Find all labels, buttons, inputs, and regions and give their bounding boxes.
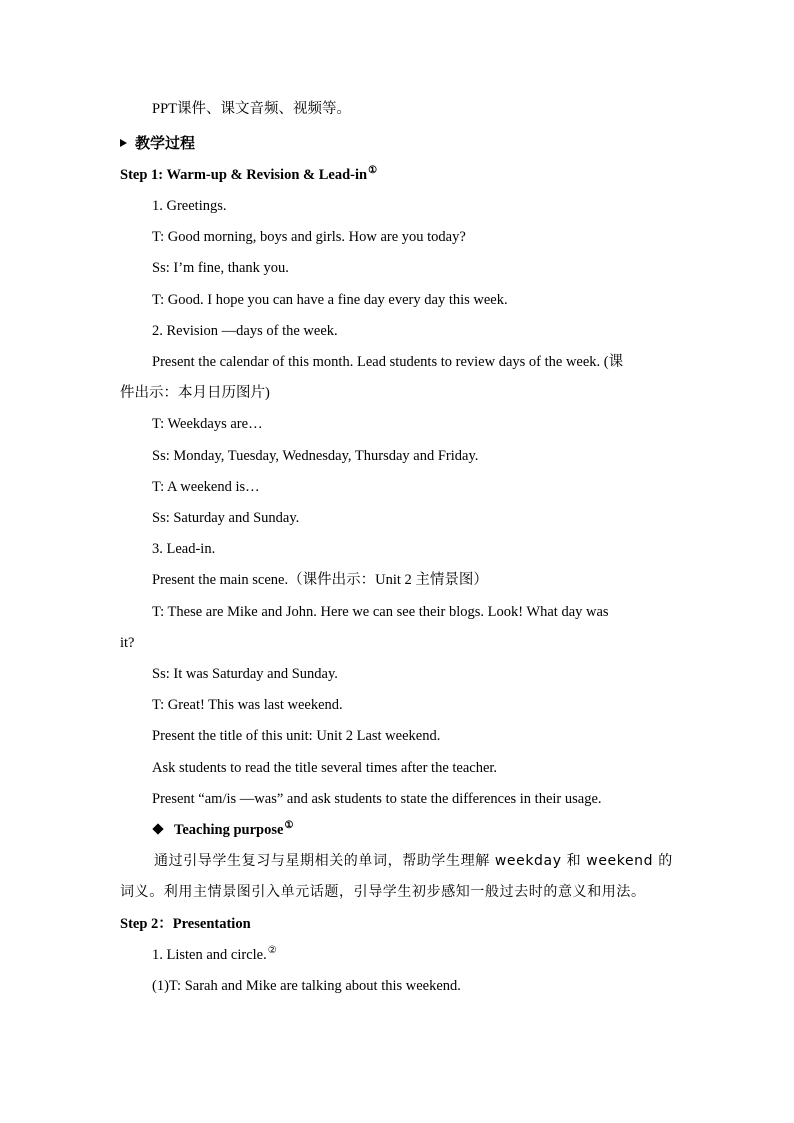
step2-title: Step 2：Presentation — [120, 916, 251, 932]
blog-line-continued: it? — [120, 635, 135, 651]
section-heading-text: 教学过程 — [135, 134, 196, 152]
diamond-bullet-icon — [152, 823, 163, 834]
step1-title-text: Step 1: Warm-up & Revision & Lead-in — [120, 167, 368, 183]
body-line: Ask students to read the title several times after the teacher. — [152, 760, 498, 776]
footnote-mark: ② — [267, 945, 277, 956]
section-heading — [120, 133, 195, 154]
body-line: T: A weekend is… — [152, 479, 260, 495]
body-line: 1. Greetings. — [152, 198, 227, 214]
listen-text: 1. Listen and circle. — [152, 947, 267, 963]
materials-line — [152, 99, 351, 119]
talk-line: (1)T: Sarah and Mike are talking about this weekend. — [152, 978, 461, 994]
body-line: Present the title of this unit: Unit 2 Last weekend. — [152, 728, 441, 744]
footnote-mark: ① — [368, 165, 378, 176]
body-line: Ss: I’m fine, thank you. — [152, 260, 289, 276]
body-line: T: Good morning, boys and girls. How are you today? — [152, 229, 466, 245]
calendar-line: Present the calendar of this month. Lead students to review days of the week. (课 — [152, 354, 624, 370]
body-line: Ss: It was Saturday and Sunday. — [152, 666, 338, 682]
body-line: Present the main scene.（课件出示：Unit 2 主情景图） — [152, 572, 488, 588]
triangle-bullet-icon — [120, 139, 127, 147]
footnote-mark: ① — [284, 820, 294, 831]
body-line: 3. Lead-in. — [152, 541, 216, 557]
body-line: T: Weekdays are… — [152, 416, 263, 432]
blog-line: T: These are Mike and John. Here we can see their blogs. Look! What day was — [152, 604, 609, 620]
materials-text: PPT课件、课文音频、视频等。 — [152, 101, 351, 117]
teaching-purpose-label: Teaching purpose — [174, 822, 284, 838]
body-line: Ss: Saturday and Sunday. — [152, 510, 300, 526]
listen-line — [152, 945, 277, 967]
teaching-purpose-heading — [154, 820, 293, 842]
body-line: T: Great! This was last weekend. — [152, 697, 343, 713]
calendar-line-continued: 件出示：本月日历图片) — [120, 385, 270, 401]
step1-title — [120, 165, 377, 187]
body-line: Present “am/is —was” and ask students to state the differences in their usage. — [152, 791, 602, 807]
purpose-text-line2: 词义。利用主情景图引入单元话题，引导学生初步感知一般过去时的意义和用法。 — [120, 884, 646, 900]
body-line: T: Good. I hope you can have a fine day every day this week. — [152, 292, 508, 308]
body-line: Ss: Monday, Tuesday, Wednesday, Thursday and Friday. — [152, 448, 479, 464]
purpose-text-line1: 通过引导学生复习与星期相关的单词，帮助学生理解 weekday 和 weekend 的 — [154, 853, 673, 869]
body-line: 2. Revision —days of the week. — [152, 323, 338, 339]
